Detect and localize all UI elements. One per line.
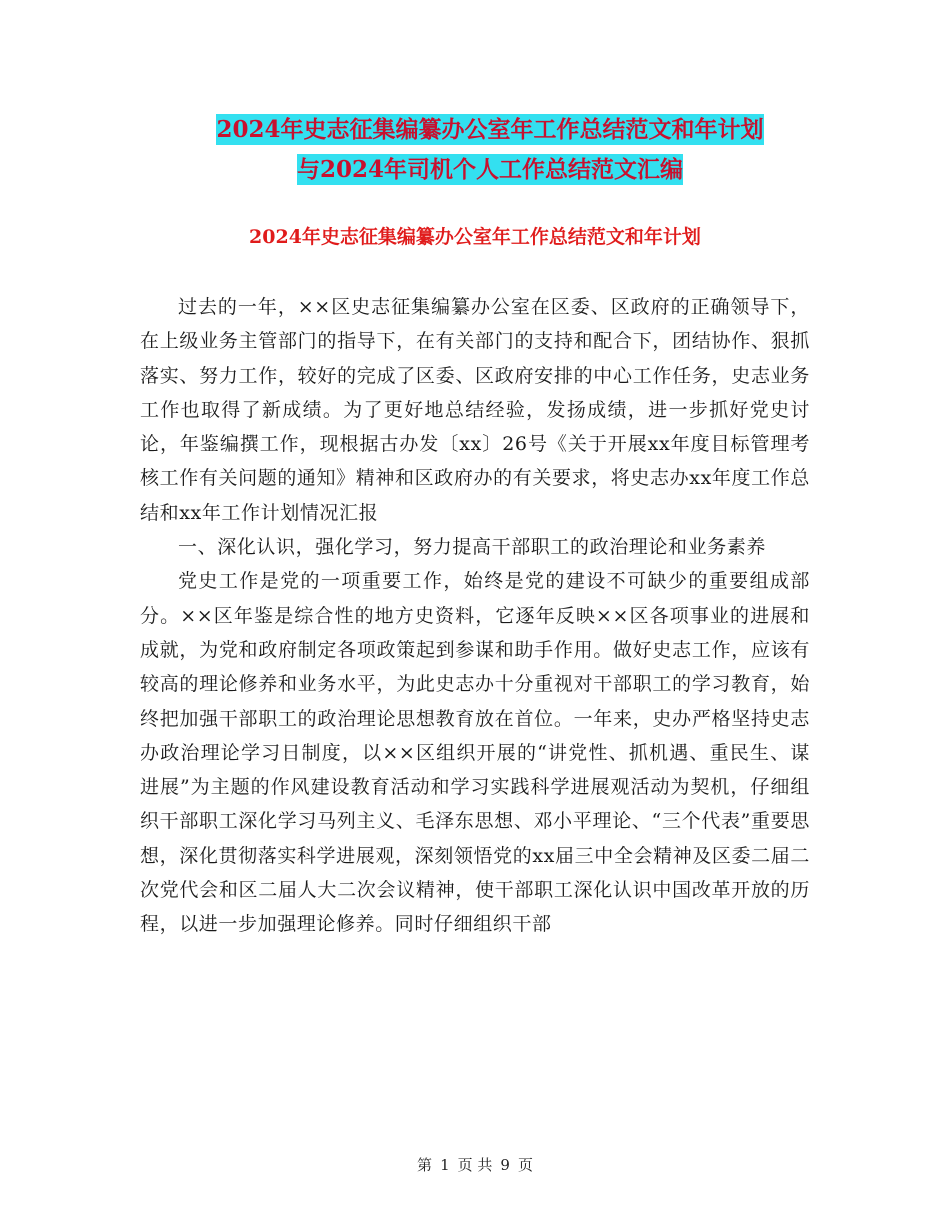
title-line-1-highlight: 2024年史志征集编纂办公室年工作总结范文和年计划 (216, 116, 764, 143)
section-title: 2024年史志征集编纂办公室年工作总结范文和年计划 (249, 226, 701, 248)
title-line-2 (140, 150, 840, 190)
paragraph-heading-1: 一、深化认识，强化学习，努力提高干部职工的政治理论和业务素养 (178, 536, 767, 559)
title-line-2-highlight: 与2024年司机个人工作总结范文汇编 (296, 156, 683, 183)
footer-total-pages: 9 (500, 1156, 510, 1174)
page-footer (0, 1154, 950, 1175)
document-title (140, 110, 840, 190)
title-line-1 (140, 110, 840, 150)
footer-middle: 页 共 (457, 1156, 493, 1174)
footer-page-number: 1 (440, 1156, 450, 1174)
document-body (140, 290, 810, 942)
paragraph-party-history: 党史工作是党的一项重要工作，始终是党的建设不可缺少的重要组成部分。××区年鉴是综合性的地方史资料，它逐年反映××区各项事业的进展和成就，为党和政府制定各项政策起到参谋和助手作用。做好史志工作，应该有较高的理论修养和业务水平，为此史志办十分重视对干部职工的学习教育，始终把加强干部职工的政治理论思想教育放在首位。一年来，史办严格坚持史志办政治理论学习日制度，以××区组织开展的“讲党性、抓机遇、重民生、谋进展”为主题的作风建设教育活动和学习实践科学进展观活动为契机，仔细组织干部职工深化学习马列主义、毛泽东思想、邓小平理论、“三个代表”重要思想，深化贯彻落实科学进展观，深刻领悟党的xx届三中全会精神及区委二届二次党代会和区二届人大二次会议精神，使干部职工深化认识中国改革开放的历程，以进一步加强理论修养。同时仔细组织干部 (140, 570, 810, 936)
paragraph-intro: 过去的一年，××区史志征集编纂办公室在区委、区政府的正确领导下，在上级业务主管部门的指导下，在有关部门的支持和配合下，团结协作、狠抓落实、努力工作，较好的完成了区委、区政府安排的中心工作任务，史志业务工作也取得了新成绩。为了更好地总结经验，发扬成绩，进一步抓好党史讨论，年鉴编撰工作，现根据古办发〔xx〕26号《关于开展xx年度目标管理考核工作有关问题的通知》精神和区政府办的有关要求，将史志办xx年度工作总结和xx年工作计划情况汇报 (140, 296, 810, 524)
footer-suffix: 页 (517, 1156, 533, 1174)
footer-prefix: 第 (417, 1156, 433, 1174)
